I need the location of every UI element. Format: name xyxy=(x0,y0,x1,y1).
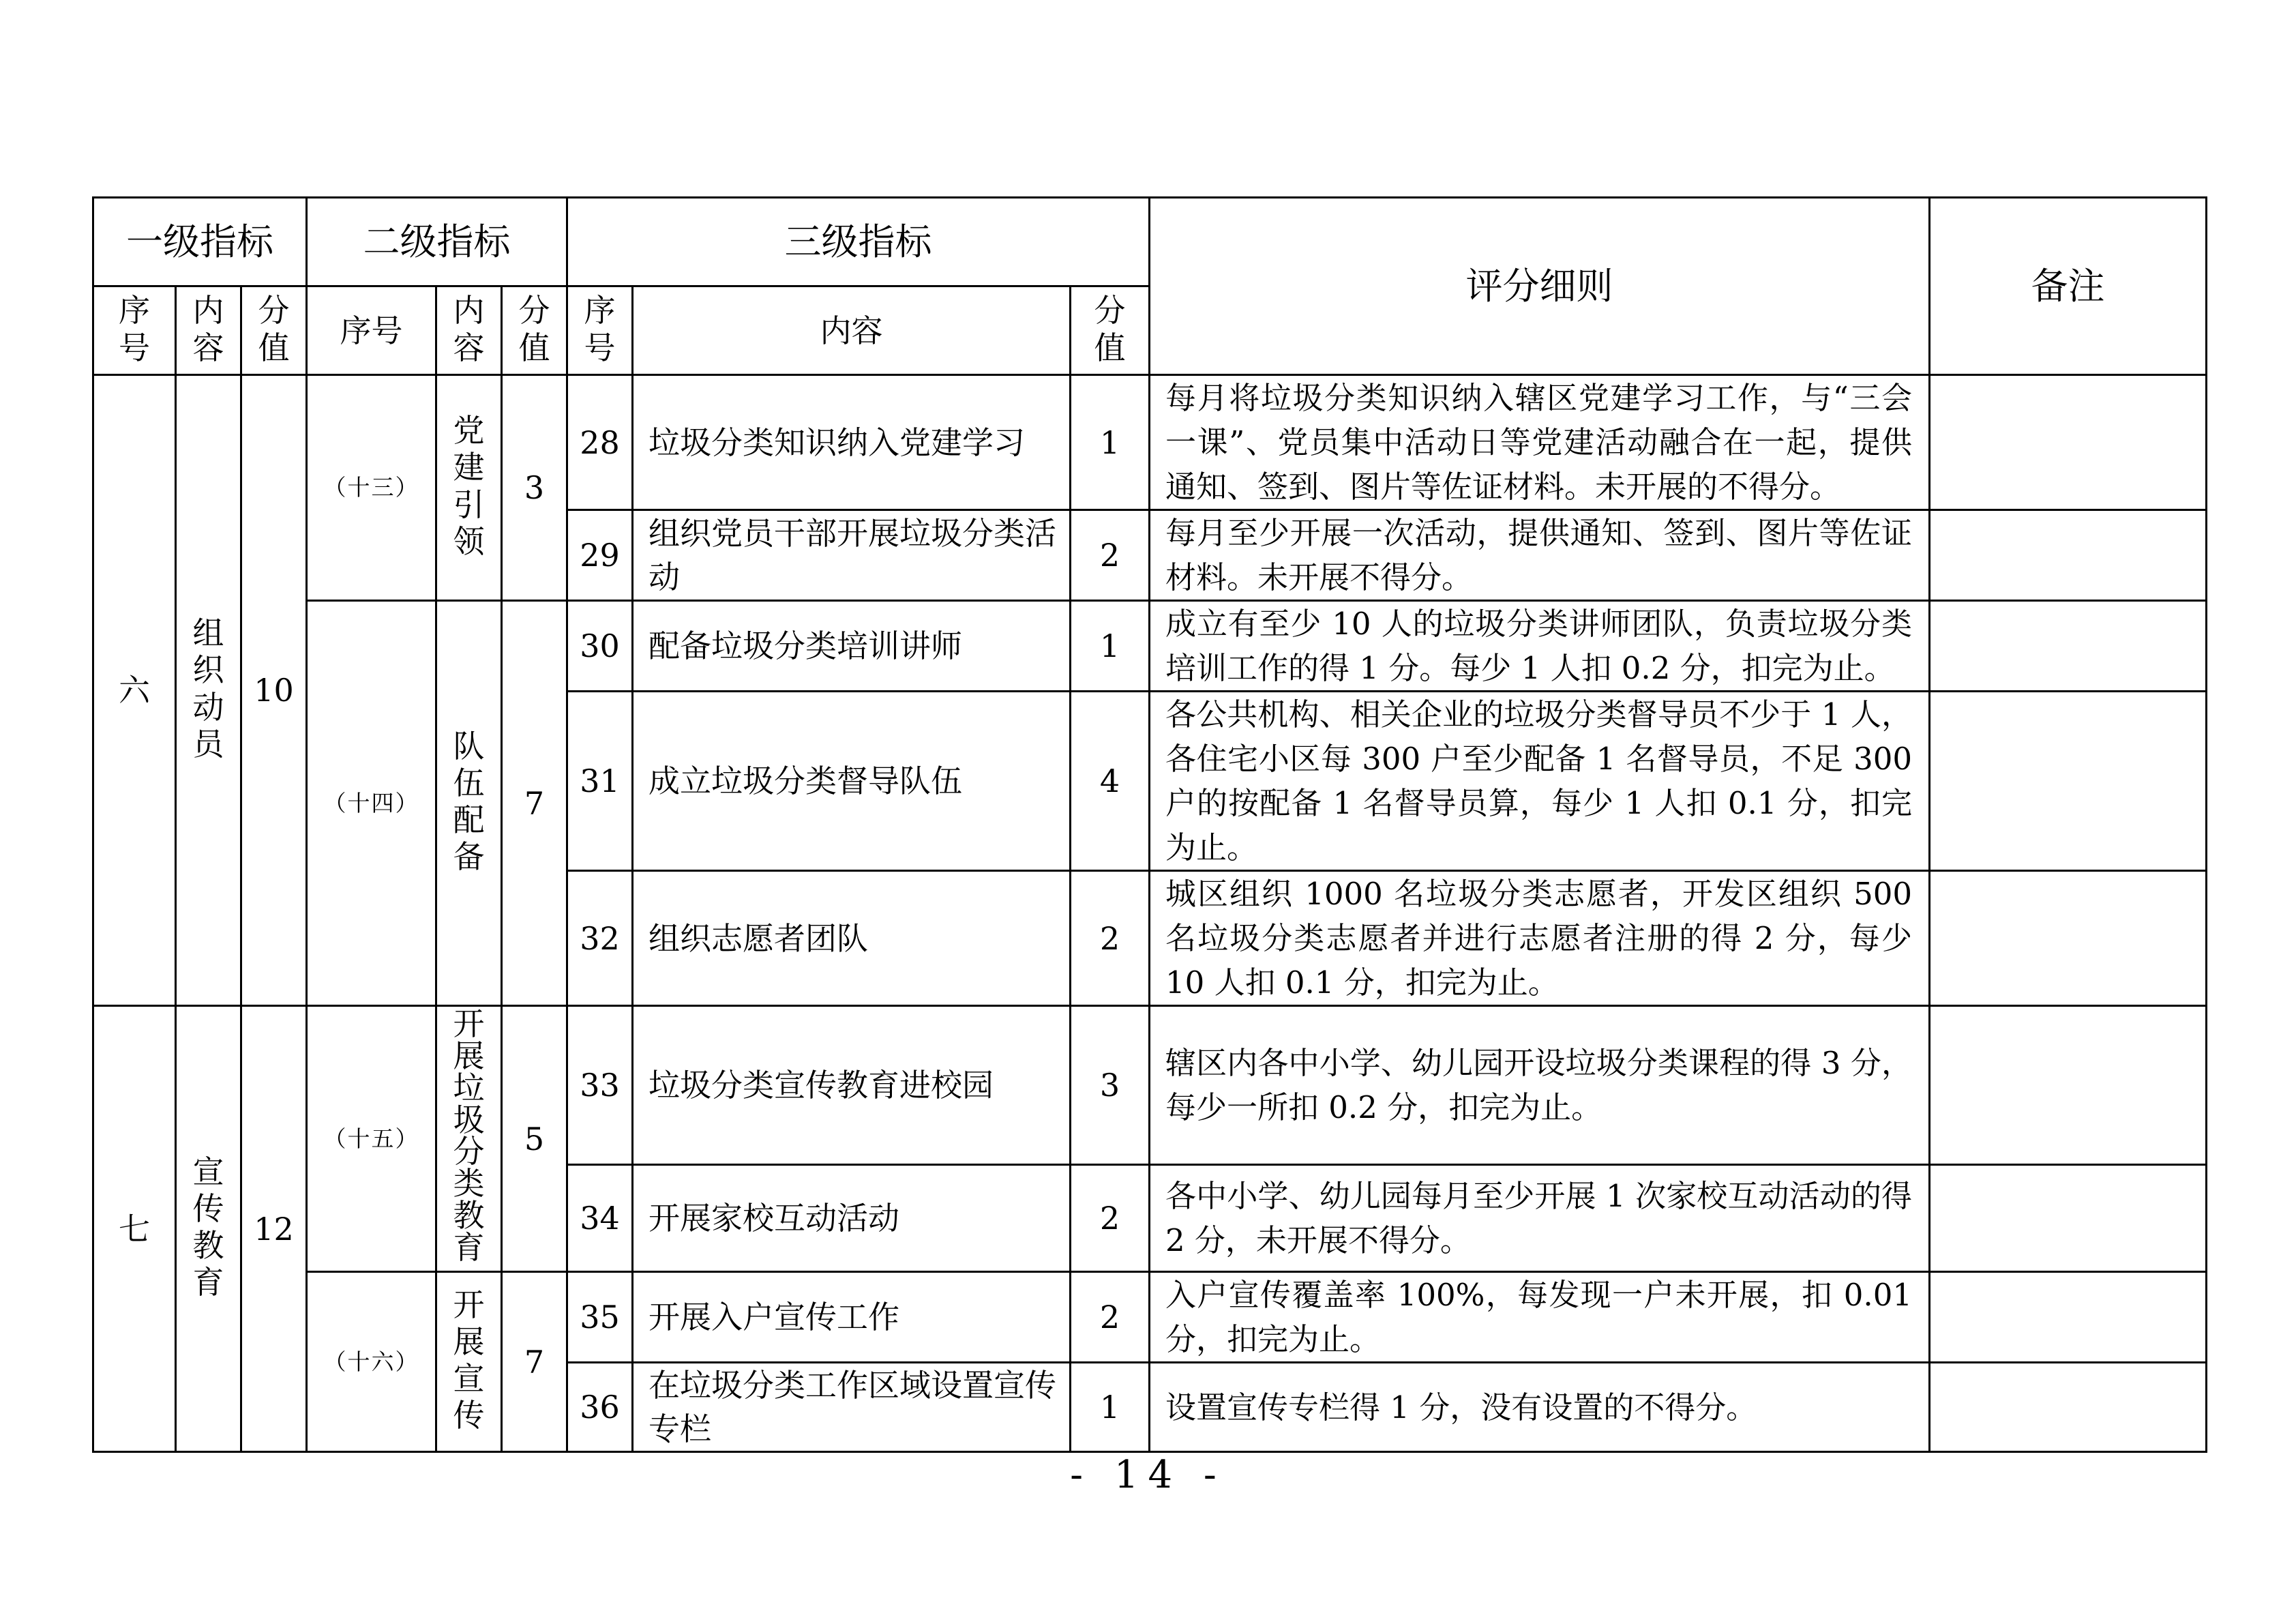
item-score: 1 xyxy=(1071,601,1150,692)
subgroup-score: 7 xyxy=(502,1272,567,1452)
item-rule: 设置宣传专栏得 1 分，没有设置的不得分。 xyxy=(1150,1363,1930,1452)
item-remark xyxy=(1930,1272,2207,1363)
item-content: 开展入户宣传工作 xyxy=(633,1272,1071,1363)
subgroup-seq: （十五） xyxy=(307,1006,436,1272)
item-rule: 成立有至少 10 人的垃圾分类讲师团队，负责垃圾分类培训工作的得 1 分。每少 1 人扣 0.2 分，扣完为止。 xyxy=(1150,601,1930,692)
subgroup-seq: （十六） xyxy=(307,1272,436,1452)
subgroup-content: 党建引领 xyxy=(436,375,502,601)
header-level2: 二级指标 xyxy=(307,198,567,286)
table-row xyxy=(93,1272,2207,1363)
item-content: 垃圾分类宣传教育进校园 xyxy=(633,1006,1071,1165)
item-content: 在垃圾分类工作区域设置宣传专栏 xyxy=(633,1363,1071,1452)
item-remark xyxy=(1930,1006,2207,1165)
item-remark xyxy=(1930,510,2207,601)
group-score: 12 xyxy=(241,1006,307,1452)
item-score: 2 xyxy=(1071,871,1150,1006)
header-l3-score: 分值 xyxy=(1071,286,1150,375)
item-score: 1 xyxy=(1071,1363,1150,1452)
item-score: 2 xyxy=(1071,1165,1150,1272)
item-rule: 城区组织 1000 名垃圾分类志愿者，开发区组织 500 名垃圾分类志愿者并进行志愿者注册的得 2 分，每少 10 人扣 0.1 分，扣完为止。 xyxy=(1150,871,1930,1006)
item-rule: 各中小学、幼儿园每月至少开展 1 次家校互动活动的得 2 分，未开展不得分。 xyxy=(1150,1165,1930,1272)
group-seq: 七 xyxy=(93,1006,176,1452)
item-seq: 36 xyxy=(567,1363,633,1452)
header-remarks: 备注 xyxy=(1930,198,2207,375)
item-remark xyxy=(1930,871,2207,1006)
item-seq: 28 xyxy=(567,375,633,510)
item-content: 开展家校互动活动 xyxy=(633,1165,1071,1272)
item-rule: 每月至少开展一次活动，提供通知、签到、图片等佐证材料。未开展不得分。 xyxy=(1150,510,1930,601)
header-l2-score: 分值 xyxy=(502,286,567,375)
item-remark xyxy=(1930,1363,2207,1452)
item-seq: 31 xyxy=(567,692,633,871)
item-content: 配备垃圾分类培训讲师 xyxy=(633,601,1071,692)
item-rule: 各公共机构、相关企业的垃圾分类督导员不少于 1 人，各住宅小区每 300 户至少配备 1 名督导员，不足 300 户的按配备 1 名督导员算，每少 1 人扣 0.1 分，扣完为止。 xyxy=(1150,692,1930,871)
page-number: - 14 - xyxy=(1070,1453,1226,1497)
item-seq: 32 xyxy=(567,871,633,1006)
item-seq: 29 xyxy=(567,510,633,601)
header-l1-score: 分值 xyxy=(241,286,307,375)
table-row xyxy=(93,1006,2207,1165)
item-rule: 入户宣传覆盖率 100%，每发现一户未开展，扣 0.01 分，扣完为止。 xyxy=(1150,1272,1930,1363)
header-l2-content: 内容 xyxy=(436,286,502,375)
table-row xyxy=(93,375,2207,510)
item-seq: 35 xyxy=(567,1272,633,1363)
header-level1: 一级指标 xyxy=(93,198,307,286)
item-content: 组织党员干部开展垃圾分类活动 xyxy=(633,510,1071,601)
header-l3-seq: 序号 xyxy=(567,286,633,375)
subgroup-content: 开展垃圾分类教育 xyxy=(436,1006,502,1272)
item-remark xyxy=(1930,692,2207,871)
header-row-1 xyxy=(93,198,2207,286)
subgroup-content: 开展宣传 xyxy=(436,1272,502,1452)
header-l3-content: 内容 xyxy=(633,286,1071,375)
item-content: 组织志愿者团队 xyxy=(633,871,1071,1006)
item-remark xyxy=(1930,375,2207,510)
item-score: 2 xyxy=(1071,1272,1150,1363)
header-l2-seq: 序号 xyxy=(307,286,436,375)
group-content: 组织动员 xyxy=(176,375,241,1006)
item-seq: 30 xyxy=(567,601,633,692)
header-scoring: 评分细则 xyxy=(1150,198,1930,375)
item-score: 1 xyxy=(1071,375,1150,510)
item-content: 垃圾分类知识纳入党建学习 xyxy=(633,375,1071,510)
group-content: 宣传教育 xyxy=(176,1006,241,1452)
evaluation-table xyxy=(92,196,2207,1453)
header-l1-content: 内容 xyxy=(176,286,241,375)
subgroup-score: 3 xyxy=(502,375,567,601)
item-seq: 33 xyxy=(567,1006,633,1165)
table-row xyxy=(93,601,2207,692)
header-level3: 三级指标 xyxy=(567,198,1150,286)
subgroup-content: 队伍配备 xyxy=(436,601,502,1006)
group-seq: 六 xyxy=(93,375,176,1006)
item-remark xyxy=(1930,601,2207,692)
item-score: 4 xyxy=(1071,692,1150,871)
group-score: 10 xyxy=(241,375,307,1006)
header-l1-seq: 序号 xyxy=(93,286,176,375)
item-rule: 辖区内各中小学、幼儿园开设垃圾分类课程的得 3 分，每少一所扣 0.2 分，扣完为止。 xyxy=(1150,1006,1930,1165)
subgroup-score: 7 xyxy=(502,601,567,1006)
item-score: 2 xyxy=(1071,510,1150,601)
subgroup-score: 5 xyxy=(502,1006,567,1272)
item-rule: 每月将垃圾分类知识纳入辖区党建学习工作，与“三会一课”、党员集中活动日等党建活动融合在一起，提供通知、签到、图片等佐证材料。未开展的不得分。 xyxy=(1150,375,1930,510)
subgroup-seq: （十四） xyxy=(307,601,436,1006)
item-remark xyxy=(1930,1165,2207,1272)
item-score: 3 xyxy=(1071,1006,1150,1165)
subgroup-seq: （十三） xyxy=(307,375,436,601)
item-content: 成立垃圾分类督导队伍 xyxy=(633,692,1071,871)
item-seq: 34 xyxy=(567,1165,633,1272)
